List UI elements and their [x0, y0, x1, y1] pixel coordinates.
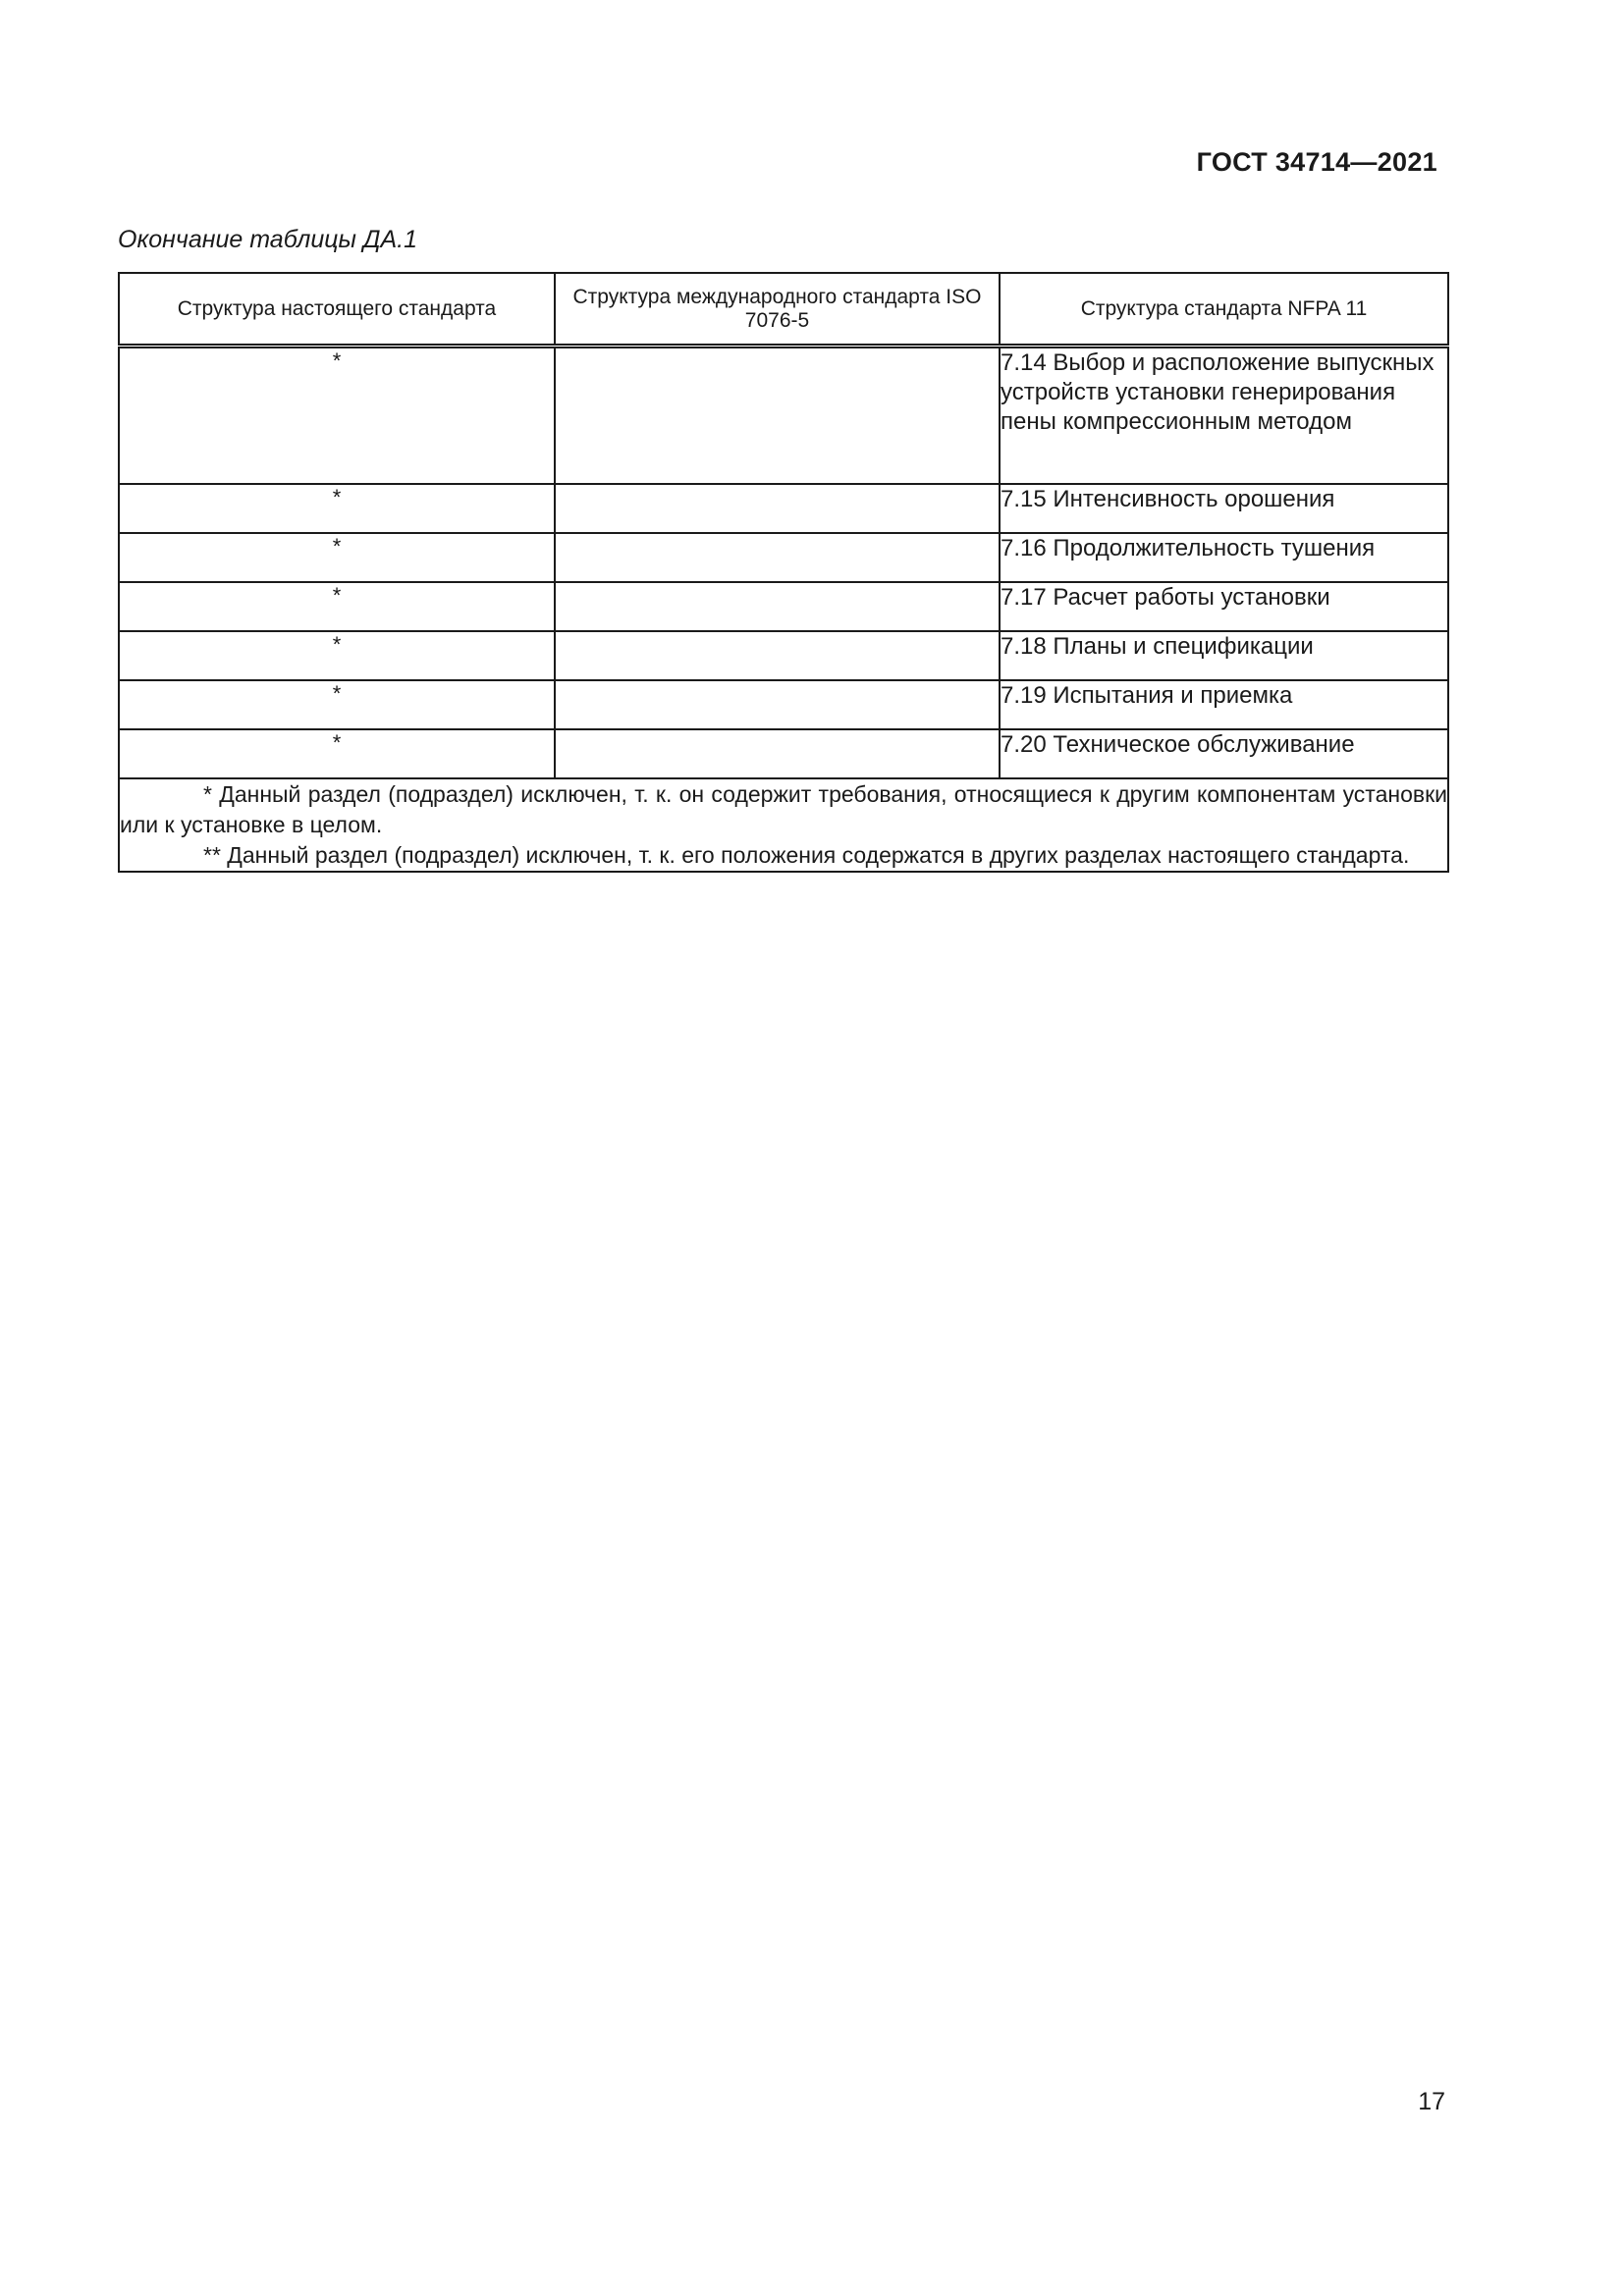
- page-number: 17: [1418, 2088, 1445, 2115]
- table-header-row: [119, 273, 1448, 347]
- cell-current-standard: *: [119, 582, 555, 631]
- cell-iso-standard: [555, 582, 1000, 631]
- cell-iso-standard: [555, 347, 1000, 485]
- table-row: [119, 582, 1448, 631]
- cell-iso-standard: [555, 729, 1000, 778]
- cell-current-standard: *: [119, 680, 555, 729]
- table-row: [119, 484, 1448, 533]
- table-row: [119, 631, 1448, 680]
- cell-current-standard: *: [119, 533, 555, 582]
- table-row: [119, 680, 1448, 729]
- table-notes-row: [119, 778, 1448, 872]
- footnote-double-star: ** Данный раздел (подраздел) исключен, т. к. его положения содержатся в других разделах настоящего стандарта.: [203, 842, 1410, 868]
- table-row: [119, 347, 1448, 485]
- table-row: [119, 729, 1448, 778]
- cell-current-standard: *: [119, 347, 555, 485]
- column-header-iso-standard: Структура международного стандарта ISO 7076-5: [555, 273, 1000, 347]
- cell-nfpa-standard: 7.14 Выбор и расположение выпускных устройств установки генерирования пены компрессионным методом: [1000, 347, 1448, 485]
- cell-nfpa-standard: 7.19 Испытания и приемка: [1000, 680, 1448, 729]
- cell-current-standard: *: [119, 729, 555, 778]
- column-header-nfpa-standard: Структура стандарта NFPA 11: [1000, 273, 1448, 347]
- cell-iso-standard: [555, 631, 1000, 680]
- document-code: ГОСТ 34714—2021: [1196, 147, 1437, 177]
- table-footnotes: [119, 778, 1448, 872]
- cell-nfpa-standard: 7.15 Интенсивность орошения: [1000, 484, 1448, 533]
- cell-current-standard: *: [119, 631, 555, 680]
- cell-nfpa-standard: 7.20 Техническое обслуживание: [1000, 729, 1448, 778]
- cell-nfpa-standard: 7.17 Расчет работы установки: [1000, 582, 1448, 631]
- column-header-current-standard: Структура настоящего стандарта: [119, 273, 555, 347]
- table-caption: Окончание таблицы ДА.1: [118, 226, 417, 253]
- cell-iso-standard: [555, 680, 1000, 729]
- footnote-single-star: * Данный раздел (подраздел) исключен, т. к. он содержит требования, относящиеся к другим компонентам установки или к установке в целом.: [120, 781, 1447, 837]
- cell-nfpa-standard: 7.16 Продолжительность тушения: [1000, 533, 1448, 582]
- cell-iso-standard: [555, 533, 1000, 582]
- cell-iso-standard: [555, 484, 1000, 533]
- table-row: [119, 533, 1448, 582]
- cell-nfpa-standard: 7.18 Планы и спецификации: [1000, 631, 1448, 680]
- cell-current-standard: *: [119, 484, 555, 533]
- structure-table: [118, 272, 1449, 873]
